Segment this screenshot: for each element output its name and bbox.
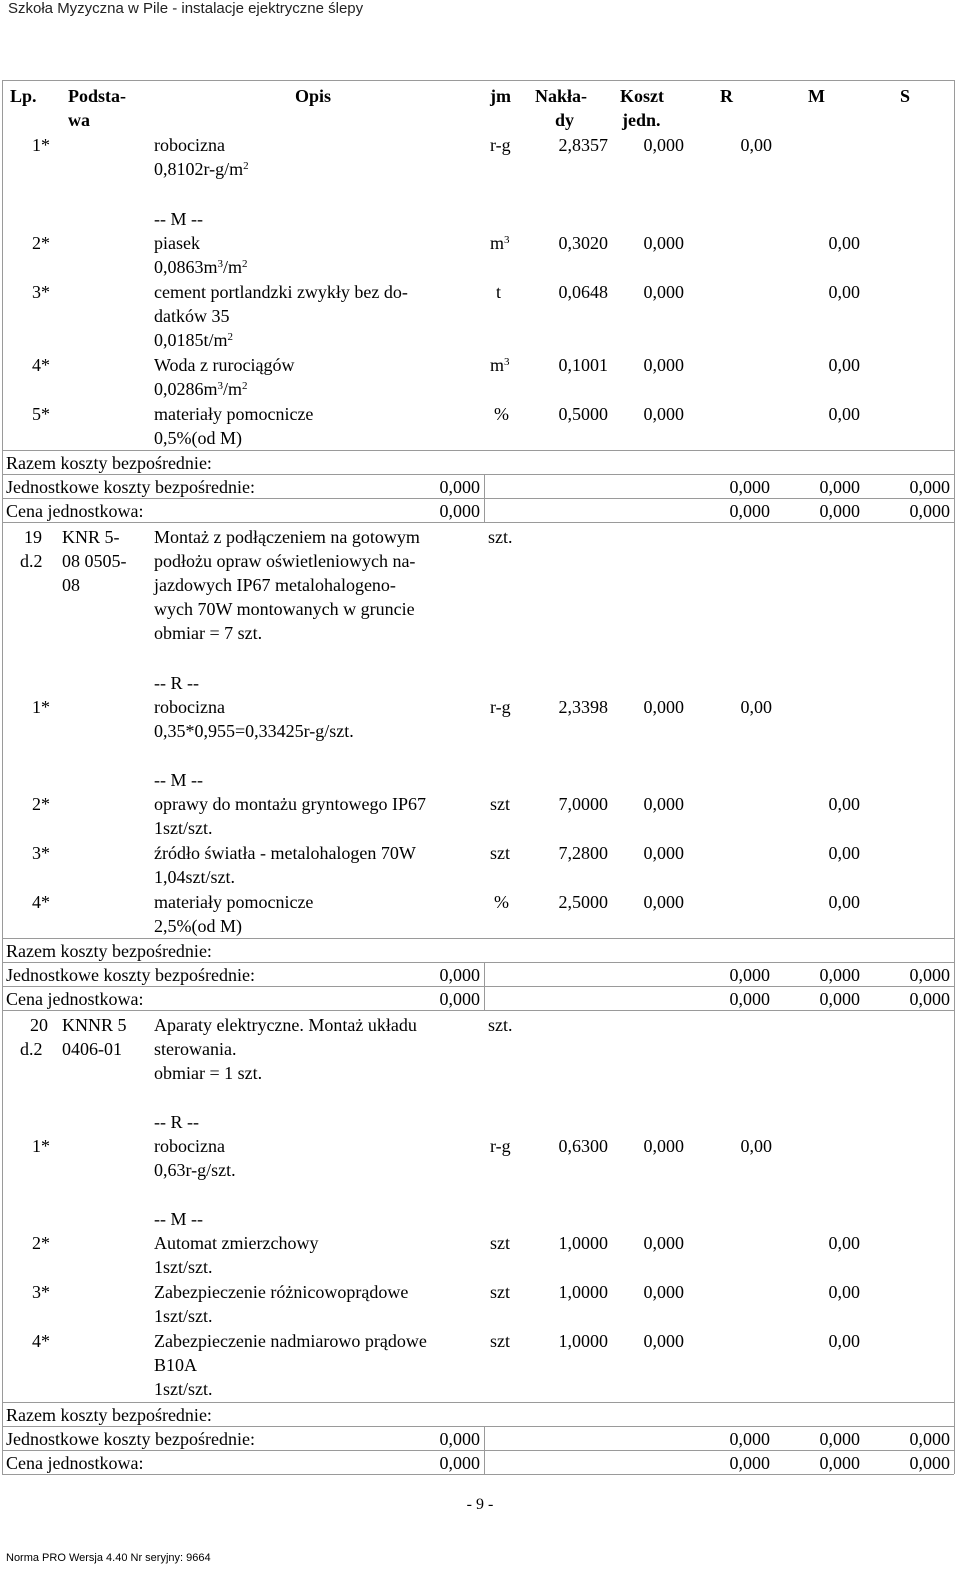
row-naklad: 0,3020 <box>558 233 608 253</box>
position-basis-2: 08 0505- <box>62 551 127 571</box>
row-m: 0,00 <box>828 355 860 375</box>
position-jm: szt. <box>488 527 513 547</box>
footer-text: Norma PRO Wersja 4.40 Nr seryjny: 9664 <box>6 1552 211 1564</box>
row-naklad: 1,0000 <box>558 1282 608 1302</box>
row-koszt: 0,000 <box>643 892 684 912</box>
divider <box>2 1402 954 1403</box>
summary-value: 0,000 <box>439 1453 480 1473</box>
row-norm: 0,63r-g/szt. <box>154 1160 236 1180</box>
summary-r: 0,000 <box>729 965 770 985</box>
summary-r: 0,000 <box>729 989 770 1009</box>
norm-sup: 2 <box>242 380 248 392</box>
col-header-koszt: Koszt <box>620 86 664 106</box>
row-lp: 3* <box>32 1282 50 1302</box>
summary-razem: Razem koszty bezpośrednie: <box>6 941 212 961</box>
row-lp: 2* <box>32 1233 50 1253</box>
jm-sup: 3 <box>504 234 510 246</box>
row-m: 0,00 <box>828 1331 860 1351</box>
norm-text: 0,0286m <box>154 379 218 399</box>
row-naklad: 2,8357 <box>558 135 608 155</box>
divider <box>2 474 954 475</box>
summary-r: 0,000 <box>729 477 770 497</box>
divider <box>954 80 955 1474</box>
row-opis: materiały pomocnicze <box>154 892 314 912</box>
divider <box>2 80 3 1474</box>
row-r: 0,00 <box>740 697 772 717</box>
summary-m: 0,000 <box>819 1453 860 1473</box>
row-lp: 2* <box>32 794 50 814</box>
position-description: Montaż z podłączeniem na gotowym <box>154 527 420 547</box>
row-opis: robocizna <box>154 697 225 717</box>
row-jm: szt <box>490 1282 510 1302</box>
divider <box>484 962 485 1010</box>
row-lp: 3* <box>32 282 50 302</box>
row-lp: 1* <box>32 697 50 717</box>
norm-sup: 2 <box>242 258 248 270</box>
row-jm: szt <box>490 843 510 863</box>
row-jm: szt <box>490 794 510 814</box>
summary-m: 0,000 <box>819 989 860 1009</box>
summary-cena: Cena jednostkowa: <box>6 501 144 521</box>
table-bottom-border <box>2 1474 954 1475</box>
row-m: 0,00 <box>828 282 860 302</box>
row-jm: % <box>494 892 509 912</box>
position-description-2: podłożu opraw oświetleniowych na- <box>154 551 416 571</box>
position-description: Aparaty elektryczne. Montaż układu <box>154 1015 417 1035</box>
position-jm: szt. <box>488 1015 513 1035</box>
summary-s: 0,000 <box>909 965 950 985</box>
row-naklad: 0,0648 <box>558 282 608 302</box>
row-norm <box>154 256 248 278</box>
row-opis: robocizna <box>154 1136 225 1156</box>
row-koszt: 0,000 <box>643 1233 684 1253</box>
position-basis: KNR 5- <box>62 527 120 547</box>
row-jm <box>490 232 510 254</box>
divider <box>2 522 954 523</box>
summary-value: 0,000 <box>439 965 480 985</box>
row-opis: piasek <box>154 233 200 253</box>
summary-razem: Razem koszty bezpośrednie: <box>6 1405 212 1425</box>
row-koszt: 0,000 <box>643 404 684 424</box>
position-number-suffix: d.2 <box>20 1039 43 1059</box>
divider <box>2 962 954 963</box>
summary-value: 0,000 <box>439 501 480 521</box>
row-jm: t <box>496 282 502 302</box>
row-norm: 2,5%(od M) <box>154 916 242 936</box>
col-header-podstawa: Podsta- <box>68 86 126 106</box>
summary-razem: Razem koszty bezpośrednie: <box>6 453 212 473</box>
row-lp: 1* <box>32 1136 50 1156</box>
row-jm <box>490 354 510 376</box>
row-naklad: 2,3398 <box>558 697 608 717</box>
row-m: 0,00 <box>828 794 860 814</box>
summary-s: 0,000 <box>909 1453 950 1473</box>
row-m: 0,00 <box>828 233 860 253</box>
divider <box>2 498 954 499</box>
position-number: 20 <box>30 1015 48 1035</box>
page-number: - 9 - <box>466 1496 494 1513</box>
row-koszt: 0,000 <box>643 697 684 717</box>
summary-m: 0,000 <box>819 501 860 521</box>
divider <box>2 1010 954 1011</box>
summary-value: 0,000 <box>439 477 480 497</box>
row-koszt: 0,000 <box>643 1282 684 1302</box>
summary-jednostkowe: Jednostkowe koszty bezpośrednie: <box>6 965 255 985</box>
row-naklad: 7,0000 <box>558 794 608 814</box>
divider <box>2 1426 954 1427</box>
row-naklad: 1,0000 <box>558 1233 608 1253</box>
row-jm: szt <box>490 1233 510 1253</box>
position-obmiar: obmiar = 7 szt. <box>154 623 263 643</box>
divider <box>484 474 485 522</box>
row-opis: cement portlandzki zwykły bez do- <box>154 282 408 302</box>
summary-cena: Cena jednostkowa: <box>6 1453 144 1473</box>
row-jm: % <box>494 404 509 424</box>
position-basis-2: 0406-01 <box>62 1039 122 1059</box>
row-m: 0,00 <box>828 404 860 424</box>
col-header-koszt-2: jedn. <box>622 110 661 130</box>
row-koszt: 0,000 <box>643 282 684 302</box>
m-label: -- M -- <box>154 209 203 229</box>
summary-value: 0,000 <box>439 989 480 1009</box>
row-koszt: 0,000 <box>643 233 684 253</box>
row-lp: 1* <box>32 135 50 155</box>
table-top-border <box>2 80 954 81</box>
position-basis-3: 08 <box>62 575 80 595</box>
summary-s: 0,000 <box>909 989 950 1009</box>
summary-s: 0,000 <box>909 501 950 521</box>
row-lp: 3* <box>32 843 50 863</box>
position-description-4: wych 70W montowanych w gruncie <box>154 599 415 619</box>
row-opis: materiały pomocnicze <box>154 404 314 424</box>
jm-text: m <box>490 233 505 253</box>
summary-cena: Cena jednostkowa: <box>6 989 144 1009</box>
row-opis: robocizna <box>154 135 225 155</box>
summary-jednostkowe: Jednostkowe koszty bezpośrednie: <box>6 477 255 497</box>
norm-text: 0,0863m <box>154 257 218 277</box>
position-description-2: sterowania. <box>154 1039 237 1059</box>
row-norm: 1szt/szt. <box>154 1379 213 1399</box>
col-header-naklady-2: dy <box>555 110 575 130</box>
row-naklad: 7,2800 <box>558 843 608 863</box>
row-opis: Woda z rurociągów <box>154 355 295 375</box>
row-norm: 0,35*0,955=0,33425r-g/szt. <box>154 721 354 741</box>
row-koszt: 0,000 <box>643 843 684 863</box>
col-header-s: S <box>900 86 911 106</box>
row-opis: Zabezpieczenie nadmiarowo prądowe <box>154 1331 427 1351</box>
norm-text: 0,0185t/m <box>154 330 228 350</box>
row-naklad: 0,1001 <box>558 355 608 375</box>
row-lp: 5* <box>32 404 50 424</box>
row-jm: r-g <box>490 697 511 717</box>
col-header-naklady: Nakła- <box>535 86 588 106</box>
row-norm <box>154 378 248 400</box>
row-norm: 1szt/szt. <box>154 1257 213 1277</box>
row-naklad: 0,5000 <box>558 404 608 424</box>
summary-m: 0,000 <box>819 477 860 497</box>
row-naklad: 2,5000 <box>558 892 608 912</box>
row-norm: 1szt/szt. <box>154 818 213 838</box>
row-lp: 4* <box>32 1331 50 1351</box>
row-norm: 1szt/szt. <box>154 1306 213 1326</box>
position-number: 19 <box>24 527 42 547</box>
col-header-opis: Opis <box>295 86 332 106</box>
position-obmiar: obmiar = 1 szt. <box>154 1063 263 1083</box>
row-norm: 0,5%(od M) <box>154 428 242 448</box>
col-header-jm: jm <box>490 86 511 106</box>
row-opis-2: B10A <box>154 1355 198 1375</box>
divider <box>2 986 954 987</box>
row-koszt: 0,000 <box>643 1136 684 1156</box>
row-naklad: 0,6300 <box>558 1136 608 1156</box>
summary-s: 0,000 <box>909 1429 950 1449</box>
row-m: 0,00 <box>828 1282 860 1302</box>
row-naklad: 1,0000 <box>558 1331 608 1351</box>
row-r: 0,00 <box>740 1136 772 1156</box>
summary-m: 0,000 <box>819 1429 860 1449</box>
summary-r: 0,000 <box>729 501 770 521</box>
divider <box>2 450 954 451</box>
jm-sup: 3 <box>504 356 510 368</box>
norm-sup: 2 <box>227 331 234 343</box>
row-jm: szt <box>490 1331 510 1351</box>
summary-r: 0,000 <box>729 1429 770 1449</box>
summary-m: 0,000 <box>819 965 860 985</box>
row-m: 0,00 <box>828 1233 860 1253</box>
row-koszt: 0,000 <box>643 794 684 814</box>
r-label: -- R -- <box>154 673 199 693</box>
norm-mid: /m <box>223 257 243 277</box>
row-opis-2: datków 35 <box>154 306 230 326</box>
row-lp: 4* <box>32 355 50 375</box>
row-koszt: 0,000 <box>643 135 684 155</box>
row-norm <box>154 329 233 351</box>
divider <box>484 1426 485 1474</box>
row-lp: 4* <box>32 892 50 912</box>
divider <box>2 938 954 939</box>
r-label: -- R -- <box>154 1112 199 1132</box>
row-opis: Automat zmierzchowy <box>154 1233 319 1253</box>
jm-text: m <box>490 355 505 375</box>
col-header-m: M <box>808 86 825 106</box>
position-description-3: jazdowych IP67 metalohalogeno- <box>154 575 396 595</box>
divider <box>2 1450 954 1451</box>
row-r: 0,00 <box>740 135 772 155</box>
row-opis: źródło światła - metalohalogen 70W <box>154 843 416 863</box>
row-m: 0,00 <box>828 843 860 863</box>
norm-sup: 3 <box>217 258 224 270</box>
summary-s: 0,000 <box>909 477 950 497</box>
row-jm: r-g <box>490 1136 511 1156</box>
summary-value: 0,000 <box>439 1429 480 1449</box>
row-norm: 1,04szt/szt. <box>154 867 235 887</box>
row-opis: oprawy do montażu gryntowego IP67 <box>154 794 426 814</box>
norm-sup: 2 <box>243 160 249 172</box>
row-koszt: 0,000 <box>643 1331 684 1351</box>
row-opis: Zabezpieczenie różnicowoprądowe <box>154 1282 409 1302</box>
row-koszt: 0,000 <box>643 355 684 375</box>
norm-text: 0,8102r-g/m <box>154 159 244 179</box>
position-number-suffix: d.2 <box>20 551 43 571</box>
summary-jednostkowe: Jednostkowe koszty bezpośrednie: <box>6 1429 255 1449</box>
col-header-podstawa-2: wa <box>68 110 90 130</box>
row-norm <box>154 158 249 180</box>
m-label: -- M -- <box>154 1209 203 1229</box>
position-basis: KNNR 5 <box>62 1015 127 1035</box>
col-header-lp: Lp. <box>10 86 37 106</box>
norm-mid: /m <box>223 379 243 399</box>
norm-sup: 3 <box>217 380 224 392</box>
window-title: Szkoła Myzyczna w Pile - instalacje ejektryczne ślepy <box>8 0 364 17</box>
row-lp: 2* <box>32 233 50 253</box>
summary-r: 0,000 <box>729 1453 770 1473</box>
m-label: -- M -- <box>154 770 203 790</box>
row-m: 0,00 <box>828 892 860 912</box>
row-jm: r-g <box>490 135 511 155</box>
col-header-r: R <box>720 86 733 106</box>
